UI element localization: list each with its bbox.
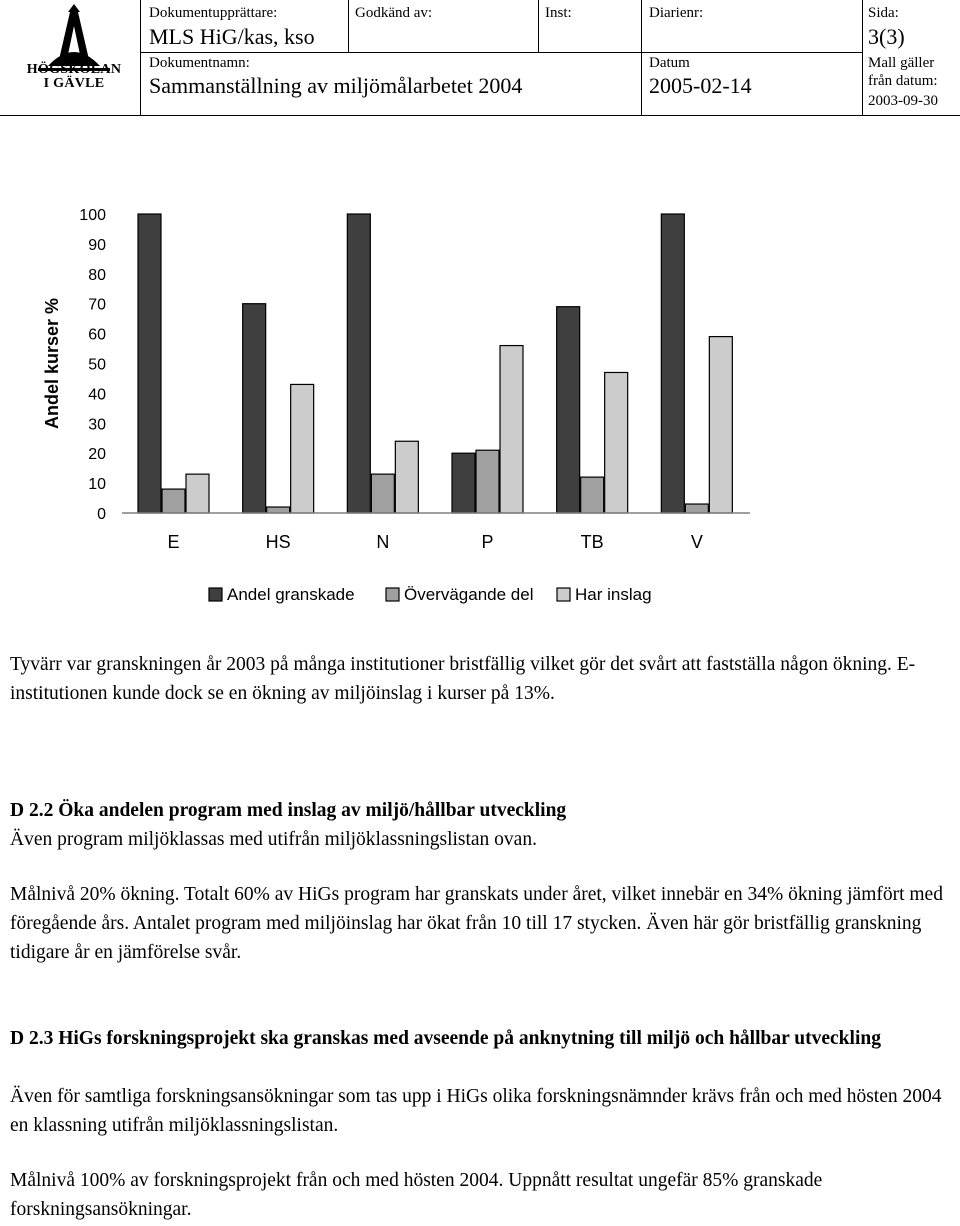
y-tick-label: 20 xyxy=(88,446,106,464)
legend-swatch xyxy=(209,588,222,601)
section-d22-heading-text: D 2.2 Öka andelen program med inslag av miljö/hållbar utveckling xyxy=(10,800,567,821)
bar xyxy=(138,214,161,513)
page-value: 3(3) xyxy=(868,24,905,49)
y-tick-label: 100 xyxy=(79,207,106,224)
legend-label: Övervägande del xyxy=(404,585,534,604)
date-label: Datum xyxy=(649,55,690,71)
section-d23-goal: Målnivå 100% av forskningsprojekt från och med hösten 2004. Uppnått resultat ungefär 85% granskade forskningsansökningar. xyxy=(10,1170,823,1220)
docname-value: Sammanställning av miljömålarbetet 2004 xyxy=(149,73,523,98)
y-axis-title: Andel kurser % xyxy=(42,297,62,430)
bar xyxy=(709,337,732,513)
page-label: Sida: xyxy=(868,5,899,21)
y-tick-label: 90 xyxy=(88,236,106,254)
bar xyxy=(557,307,580,513)
legend-label: Har inslag xyxy=(575,585,652,604)
y-tick-label: 80 xyxy=(88,266,106,284)
document-header xyxy=(0,0,960,116)
legend-label: Andel granskade xyxy=(227,585,355,604)
inst-label: Inst: xyxy=(545,5,572,21)
template-label-1: Mall gäller xyxy=(868,55,935,71)
y-tick-label: 0 xyxy=(97,506,106,523)
y-tick-label: 50 xyxy=(88,356,106,374)
header-divider xyxy=(641,0,642,116)
logo-text-line2: I GÄVLE xyxy=(43,76,105,91)
bar xyxy=(605,372,628,513)
bar xyxy=(267,507,290,513)
bar xyxy=(291,384,314,513)
section-d22-heading xyxy=(10,796,950,825)
date-value: 2005-02-14 xyxy=(649,73,752,98)
bar-chart xyxy=(0,190,960,620)
x-tick-label: TB xyxy=(580,532,604,552)
university-logo xyxy=(18,2,130,102)
approved-label: Godkänd av: xyxy=(355,5,433,21)
section-d22-text: Även program miljöklassas med utifrån miljöklassningslistan ovan. xyxy=(10,829,537,850)
template-value: 2003-09-30 xyxy=(868,93,938,109)
bar xyxy=(243,304,266,513)
docname-label: Dokumentnamn: xyxy=(149,55,250,71)
y-tick-label: 40 xyxy=(88,386,106,404)
logo-text-line1: HÖGSKOLAN xyxy=(26,62,122,77)
paragraph-grading-issues: Tyvärr var granskningen år 2003 på många institutioner bristfällig vilket gör det svårt att fastställa någon ökning. E-institutionen kunde dock se en ökning av miljöinslag i kurser på 13%. xyxy=(10,654,916,704)
template-label-2: från datum: xyxy=(868,73,938,89)
x-tick-label: N xyxy=(376,532,390,552)
bar xyxy=(395,441,418,513)
bar xyxy=(581,477,604,513)
y-tick-label: 70 xyxy=(88,296,106,314)
section-d23-text: Även för samtliga forskningsansökningar som tas upp i HiGs olika forskningsnämnder krävs från och med hösten 2004 en klassning utifrån miljöklassningslistan. xyxy=(10,1086,942,1136)
section-d23-heading-text: D 2.3 HiGs forskningsprojekt ska granskas med avseende på anknytning till miljö och hållbar utveckling xyxy=(10,1028,881,1049)
y-tick-label: 10 xyxy=(88,476,106,494)
bar xyxy=(661,214,684,513)
bar xyxy=(500,346,523,513)
bar xyxy=(452,453,475,513)
bar xyxy=(347,214,370,513)
x-tick-label: P xyxy=(481,532,494,552)
section-d22-goal: Målnivå 20% ökning. Totalt 60% av HiGs program har granskats under året, vilket innebär en 34% ökning jämfört med föregående års. Antalet program med miljöinslag har ökat från 10 till 17 stycken. Även här gör bristfällig granskning tidigare år en jämförelse svår. xyxy=(10,884,943,963)
section-d23-heading xyxy=(10,1024,950,1053)
header-divider xyxy=(140,52,862,53)
header-divider xyxy=(140,0,141,116)
header-divider xyxy=(538,0,539,52)
legend-swatch xyxy=(557,588,570,601)
author-label: Dokumentupprättare: xyxy=(149,5,278,21)
diary-label: Diarienr: xyxy=(649,5,704,21)
bar xyxy=(476,450,499,513)
bar xyxy=(685,504,708,513)
bar xyxy=(186,474,209,513)
y-tick-label: 30 xyxy=(88,416,106,434)
header-divider xyxy=(862,0,863,116)
bar xyxy=(371,474,394,513)
header-divider xyxy=(348,0,349,52)
y-tick-label: 60 xyxy=(88,326,106,344)
author-value: MLS HiG/kas, kso xyxy=(149,24,315,49)
x-tick-label: V xyxy=(690,532,703,552)
legend-swatch xyxy=(386,588,399,601)
x-tick-label: E xyxy=(167,532,180,552)
x-tick-label: HS xyxy=(265,532,291,552)
bar xyxy=(162,489,185,513)
